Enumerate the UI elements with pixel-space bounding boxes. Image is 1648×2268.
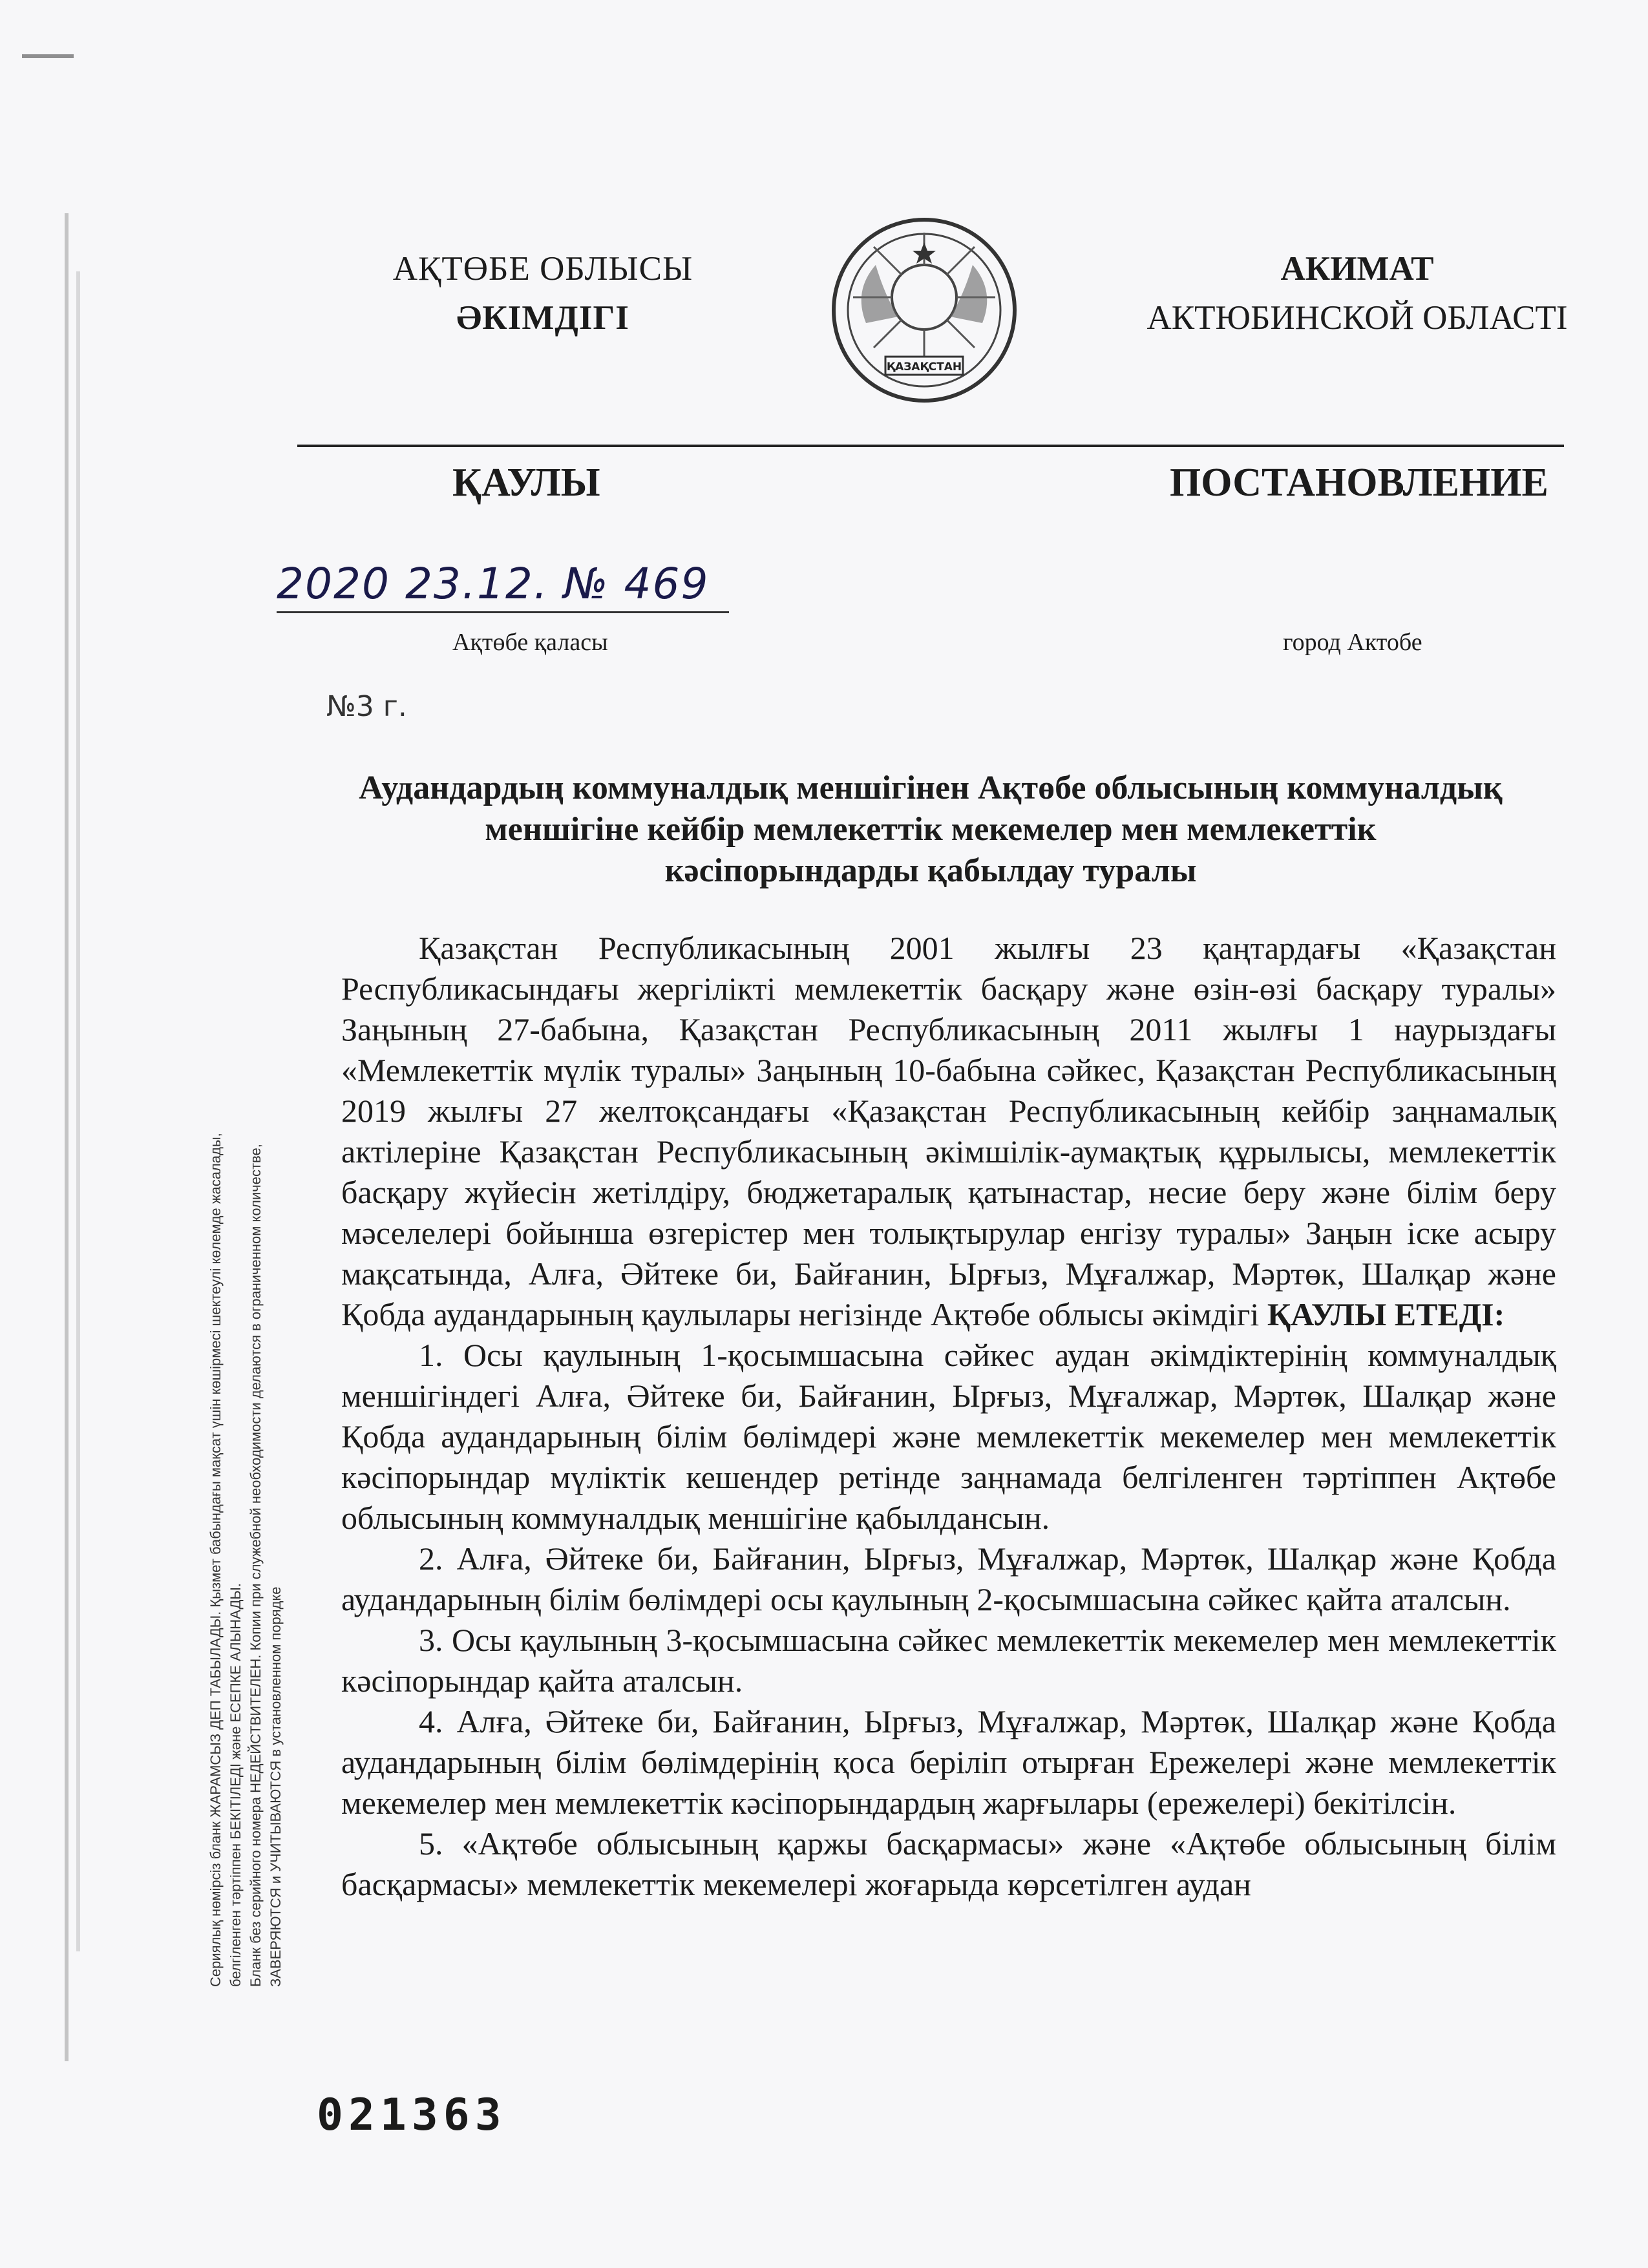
handwritten-date-number: 2020 23.12. № 469	[277, 559, 710, 609]
side-notes	[206, 837, 286, 1987]
city-kazakh: Ақтөбе қаласы	[452, 629, 608, 656]
clause-3: 3. Осы қаулының 3-қосымшасына сәйкес мемлекеттік мекемелер мен мемлекеттік кәсіпорындар қайта аталсын.	[341, 1622, 1556, 1699]
doc-type-kazakh: ҚАУЛЫ	[452, 461, 600, 505]
clause-1: 1. Осы қаулының 1-қосымшасына сәйкес аудан әкімдіктерінің коммуналдық меншігіндегі Алға, Әйтеке би, Байғанин, Ырғыз, Мұғалжар, Мәртөк, Шалқар және Қобда аудандарының білім бөлімдері және мемлекеттік мекемелер мен мемлекеттік кәсіпорындар мүліктік кешендер ретінде заңнамада белгіленген тәртіппен Ақтөбе облысының коммуналдық меншігіне қабылдансын.	[341, 1337, 1556, 1536]
title-line: меншігіне кейбір мемлекеттік мекемелер мен мемлекеттік	[485, 811, 1377, 848]
margin-line	[76, 271, 80, 1951]
header-rule	[297, 445, 1564, 447]
clause-2: 2. Алға, Әйтеке би, Байғанин, Ырғыз, Мұғалжар, Мәртөк, Шалқар және Қобда аудандарының білім бөлімдері осы қаулының 2-қосымшасына сәйкес қайта аталсын.	[341, 1540, 1556, 1617]
clause-4: 4. Алға, Әйтеке би, Байғанин, Ырғыз, Мұғалжар, Мәртөк, Шалқар және Қобда аудандарының білім бөлімдерінің қоса беріліп отырған Ережелері және мемлекеттік мекемелер мен мемлекеттік кәсіпорындардың жарғылары (ережелері) бекітілсін.	[341, 1703, 1556, 1821]
margin-handwritten-mark: №3 г.	[326, 690, 407, 723]
svg-text:ҚАЗАҚСТАН: ҚАЗАҚСТАН	[886, 361, 962, 373]
resolution-phrase: ҚАУЛЫ ЕТЕДІ:	[1267, 1296, 1505, 1332]
region-name-russian: АКТЮБИНСКОЙ ОБЛАСТІ	[1146, 299, 1568, 337]
side-note-line: белгіленген тәртіппен БЕКІТІЛЕДІ және ЕСЕПКЕ АЛЫНАДЫ.	[227, 1583, 244, 1987]
clause-5: 5. «Ақтөбе облысының қаржы басқармасы» және «Ақтөбе облысының білім басқармасы» мемлекеттік мекемелері жоғарыда көрсетілген аудан	[341, 1825, 1556, 1902]
serial-number: 021363	[317, 2090, 507, 2141]
region-name-kazakh: АҚТӨБЕ ОБЛЫСЫ	[392, 250, 693, 288]
document-body	[341, 928, 1556, 1905]
header-left	[388, 244, 698, 342]
corner-mark	[22, 54, 74, 58]
title-line: кәсіпорындарды қабылдау туралы	[664, 852, 1197, 889]
side-note-line: ЗАВЕРЯЮТСЯ и УЧИТЫВАЮТСЯ в установленном порядке	[268, 1586, 284, 1987]
doc-type-russian: ПОСТАНОВЛЕНИЕ	[1170, 461, 1548, 505]
state-emblem-icon	[827, 213, 1021, 407]
header-right	[1099, 244, 1616, 342]
side-note-line: Сериялық нөмірсіз бланк ЖАРАМСЫЗ ДЕП ТАБЫЛАДЫ. Қызмет бабындағы мақсат үшін көшірмесі шектеулі көлемде жасалады,	[207, 1133, 224, 1987]
akimat-kazakh: ӘКІМДІГІ	[456, 299, 629, 337]
margin-line	[65, 213, 69, 2061]
akimat-russian: АКИМАТ	[1280, 250, 1434, 288]
document-title	[310, 768, 1551, 892]
city-russian: город Актобе	[1283, 629, 1422, 656]
intro-text: Қазақстан Республикасының 2001 жылғы 23 қаңтардағы «Қазақстан Республикасындағы жергілікті мемлекеттік басқару және өзін-өзі басқару туралы» Заңының 27-бабына, Қазақстан Республикасының 2011 жылғы 1 наурыздағы «Мемлекеттік мүлік туралы» Заңының 10-бабына сәйкес, Қазақстан Республикасының 2019 жылғы 27 желтоқсандағы «Қазақстан Республикасының кейбір заңнамалық актілеріне Қазақстан Республикасының әкімшілік-аумақтық құрылысы, мемлекеттік басқару жүйесін жетілдіру, бюджетаралық қатынастар, несие беру және білім беру мәселелері бойынша өзгерістер мен толықтырулар енгізу туралы» Заңын іске асыру мақсатында, Алға, Әйтеке би, Байғанин, Ырғыз, Мұғалжар, Мәртөк, Шалқар және Қобда аудандарының қаулылары негізінде Ақтөбе облысы әкімдігі	[341, 930, 1556, 1332]
title-line: Аудандардың коммуналдық меншігінен Ақтөбе облысының коммуналдық	[359, 770, 1503, 806]
side-note-line: Бланк без серийного номера НЕДЕЙСТВИТЕЛЕН. Копии при служебной необходимости делаются в ограниченном количестве,	[248, 1144, 264, 1987]
intro-paragraph	[341, 928, 1556, 1335]
date-underline	[277, 611, 729, 613]
